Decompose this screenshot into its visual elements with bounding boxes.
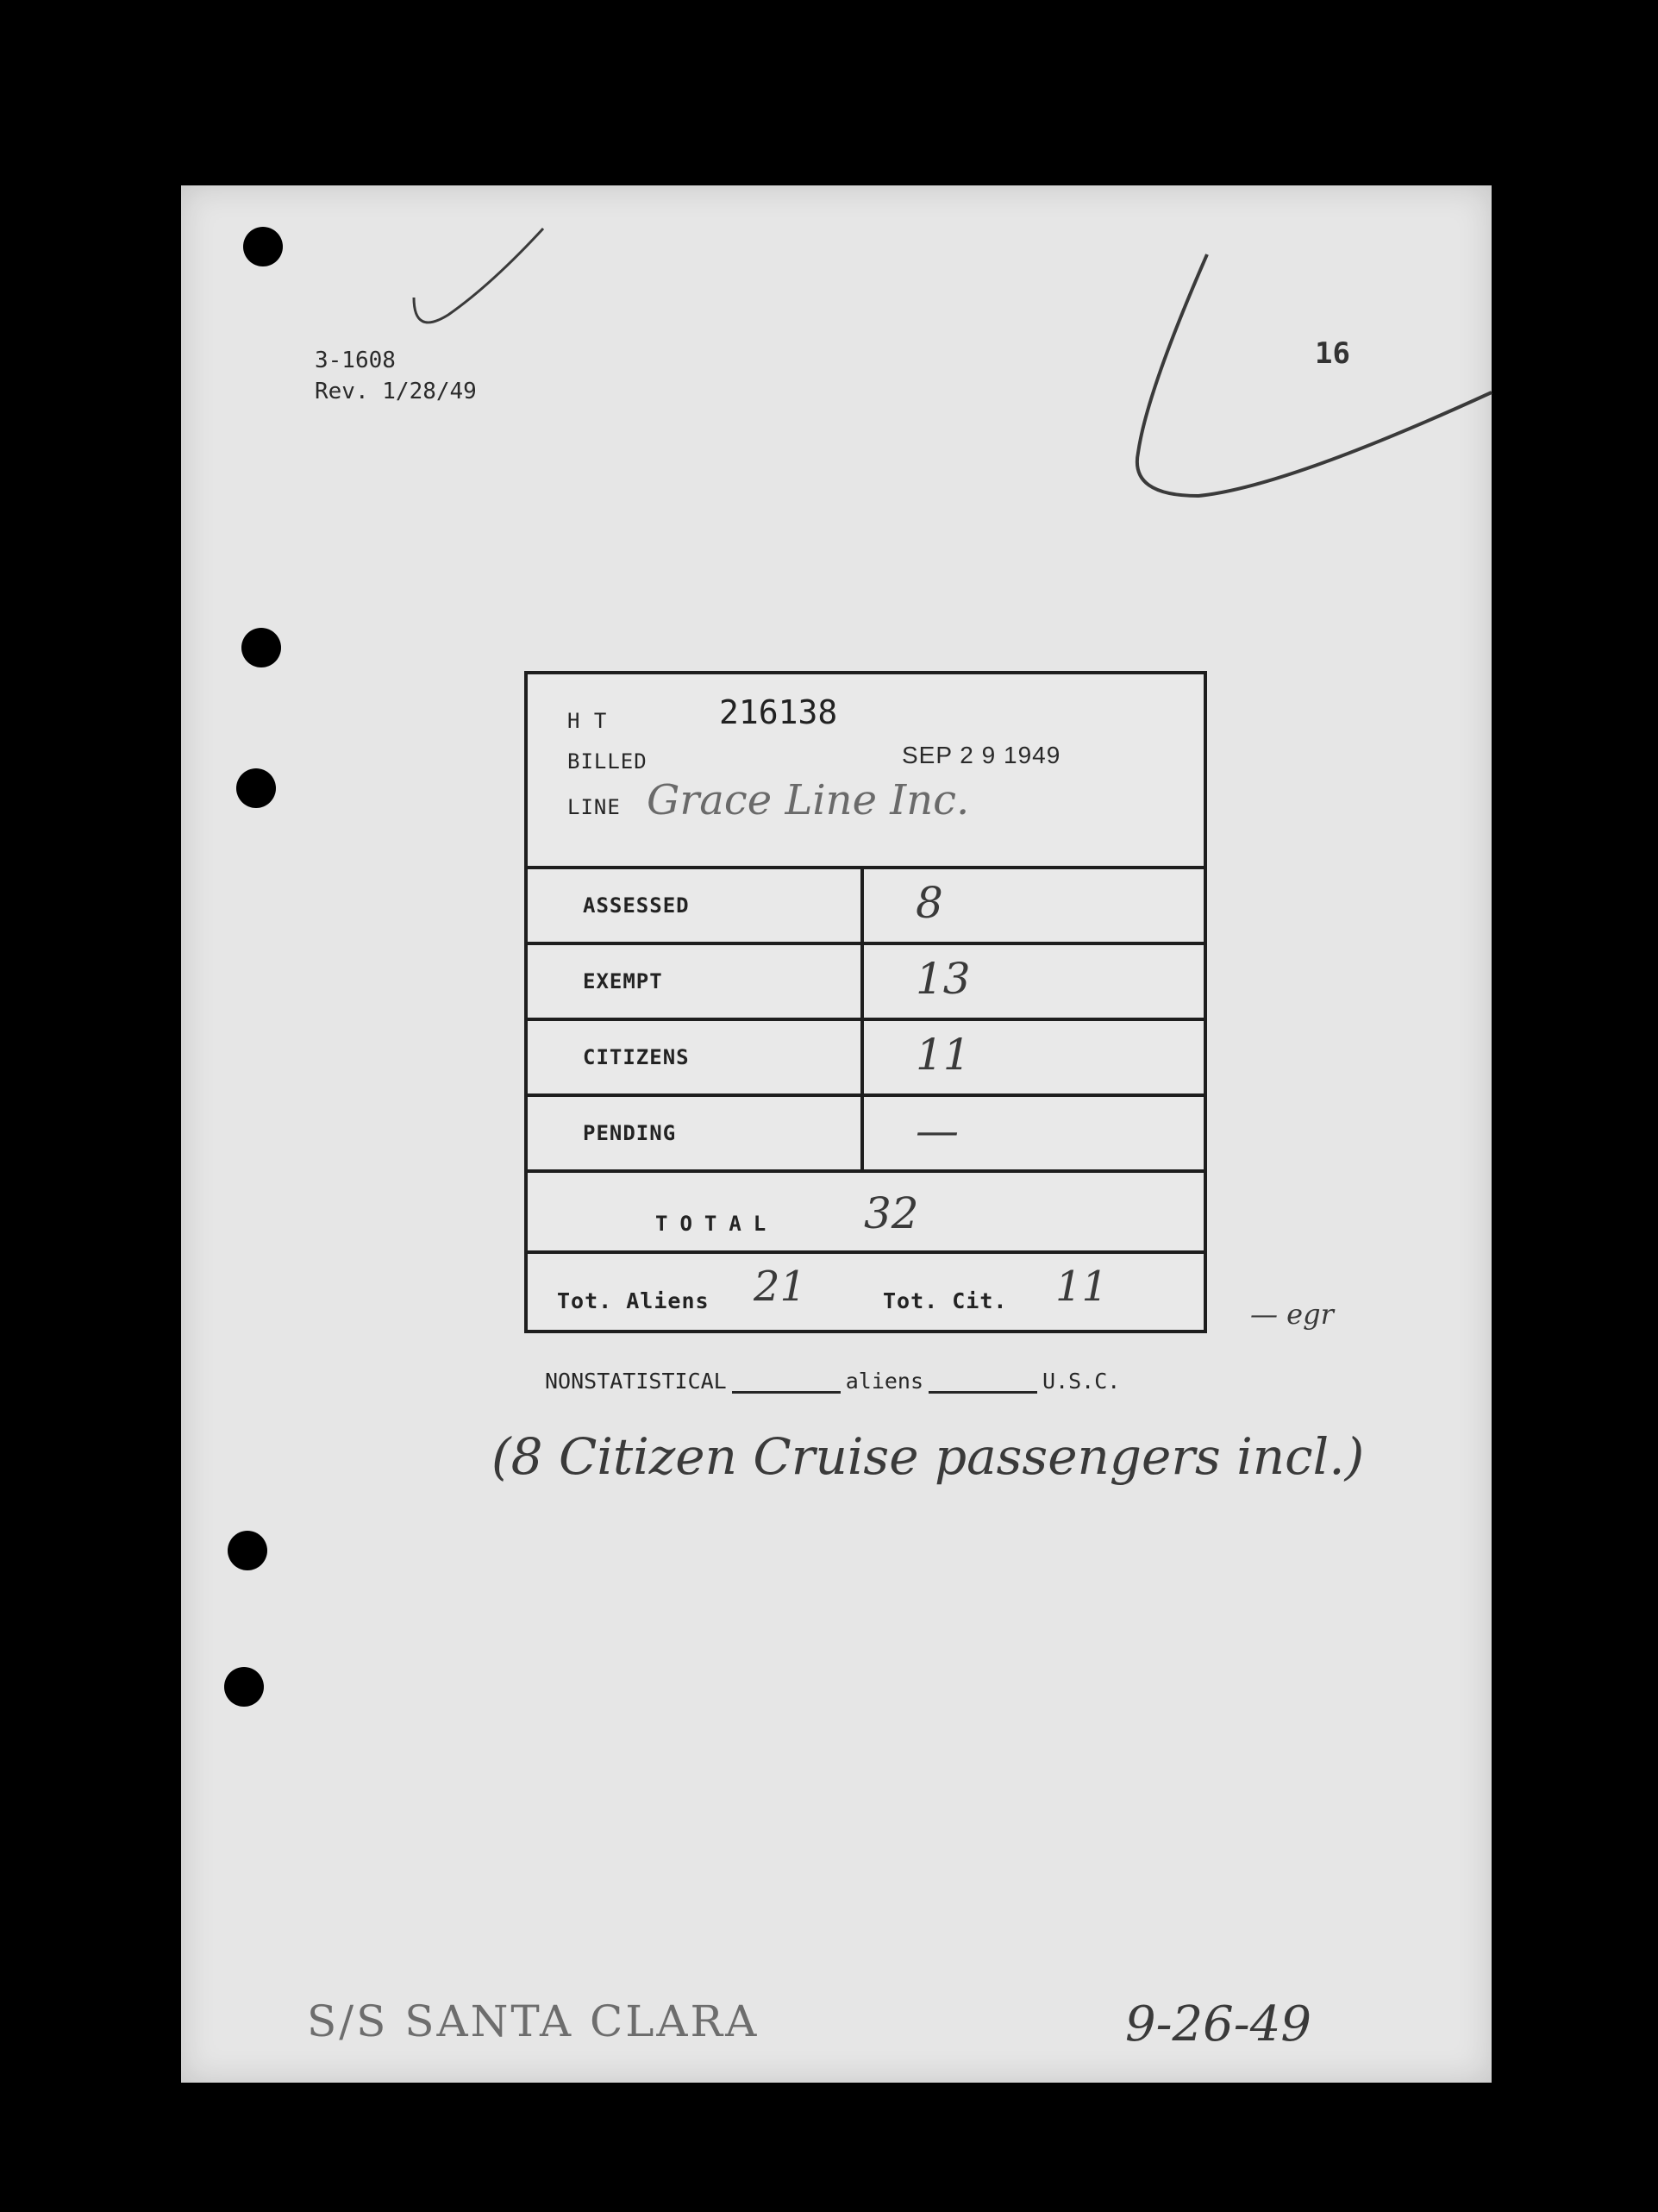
head-tax-ticket (524, 671, 1207, 1333)
billed-date-stamp: SEP 2 9 1949 (902, 742, 1061, 768)
ship-name: S/S SANTA CLARA (307, 1996, 760, 2046)
citizens-label: CITIZENS (583, 1045, 690, 1069)
nonstatistical-aliens-blank (732, 1372, 841, 1394)
nonstatistical-usc-blank (929, 1372, 1037, 1394)
punch-hole (224, 1667, 264, 1707)
punch-hole (243, 227, 283, 266)
line-label: LINE (567, 795, 621, 819)
assessed-label: ASSESSED (583, 893, 690, 918)
tot-aliens-label: Tot. Aliens (557, 1288, 710, 1313)
initials: — egr (1250, 1298, 1334, 1331)
form-code-number: 3-1608 (315, 348, 396, 373)
form-revision: Rev. 1/28/49 (315, 379, 477, 404)
exempt-value: 13 (916, 954, 971, 1004)
punch-hole (236, 768, 276, 808)
totals-footer (528, 1254, 1204, 1330)
total-label: TOTAL (655, 1212, 779, 1236)
total-row (528, 1173, 1204, 1254)
ticket-header (528, 674, 1204, 869)
pending-label: PENDING (583, 1121, 677, 1145)
assessed-row (528, 869, 1204, 945)
handwritten-date: 9-26-49 (1125, 1996, 1311, 2052)
nonstatistical-label: NONSTATISTICAL (545, 1369, 727, 1394)
handwritten-note: (8 Citizen Cruise passengers incl.) (491, 1427, 1365, 1486)
document-page (181, 185, 1492, 2083)
ht-label: H T (567, 709, 608, 733)
check-mark-icon (397, 211, 560, 332)
assessed-value: 8 (916, 878, 943, 928)
citizens-row (528, 1021, 1204, 1097)
tot-aliens-value: 21 (754, 1263, 807, 1311)
nonstatistical-line (545, 1369, 1120, 1394)
pending-row (528, 1097, 1204, 1173)
tot-cit-label: Tot. Cit. (883, 1288, 1008, 1313)
tot-cit-value: 11 (1055, 1263, 1109, 1311)
total-value: 32 (864, 1188, 919, 1238)
pending-value: — (916, 1106, 959, 1156)
exempt-row (528, 945, 1204, 1021)
large-check-mark-icon (1112, 237, 1500, 513)
punch-hole (241, 628, 281, 667)
ht-number: 216138 (719, 693, 838, 731)
punch-hole (228, 1531, 267, 1570)
citizens-value: 11 (916, 1030, 971, 1080)
form-code (315, 345, 477, 407)
billed-label: BILLED (567, 749, 648, 774)
page-number: 16 (1315, 336, 1350, 371)
usc-label: U.S.C. (1042, 1369, 1121, 1394)
line-value: Grace Line Inc. (647, 776, 970, 824)
exempt-label: EXEMPT (583, 969, 663, 993)
aliens-label: aliens (845, 1369, 924, 1394)
